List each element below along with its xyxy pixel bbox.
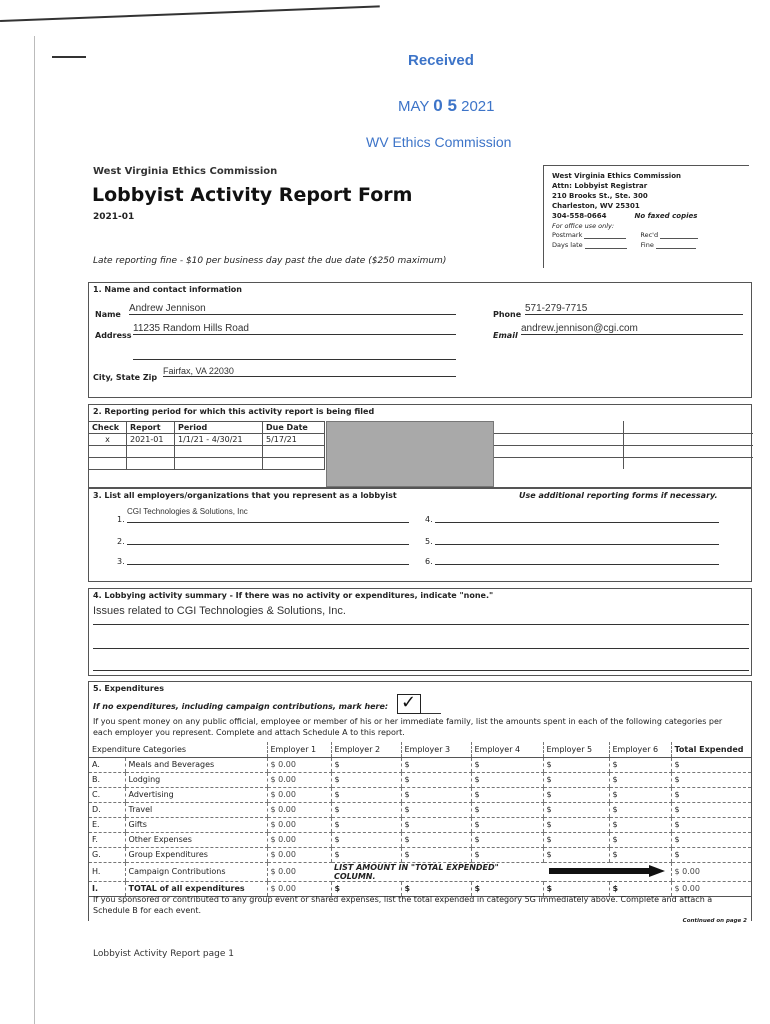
right-cell — [494, 445, 624, 457]
days-late-label: Days late — [552, 241, 583, 249]
right-cell — [494, 421, 624, 433]
row-letter: A. — [89, 757, 125, 772]
row-f — [89, 832, 751, 847]
address-line-4: Charleston, WV 25301 — [552, 202, 640, 210]
recd-blank — [660, 231, 698, 239]
cell-total[interactable]: $ — [671, 757, 751, 772]
cell-employer-4[interactable]: $ — [471, 817, 543, 832]
email-label: Email — [493, 331, 518, 340]
address-phone-row — [552, 212, 749, 220]
city-state-zip-label: City, State Zip — [93, 373, 158, 382]
scan-dash — [52, 56, 86, 58]
section-5-expenditures — [88, 681, 752, 924]
activity-summary-line-2[interactable] — [93, 629, 749, 649]
section-3-employers — [88, 488, 752, 582]
period-cell: 1/1/21 - 4/30/21 — [175, 434, 263, 446]
col-period: Period — [175, 422, 263, 434]
cell-employer-1[interactable]: $ 0.00 — [267, 832, 331, 847]
address-field-line-2[interactable] — [133, 346, 456, 360]
postmark-label: Postmark — [552, 231, 583, 239]
row-letter: C. — [89, 787, 125, 802]
cell-employer-1[interactable]: $ 0.00 — [267, 757, 331, 772]
row-letter: D. — [89, 802, 125, 817]
postmark-blank — [584, 231, 626, 239]
right-cell — [624, 445, 754, 457]
col-report: Report — [127, 422, 175, 434]
cell-total[interactable]: $ — [671, 772, 751, 787]
cell-employer-6[interactable]: $ — [609, 832, 671, 847]
cell-employer-5[interactable]: $ — [543, 832, 609, 847]
row-letter: F. — [89, 832, 125, 847]
group-event-note: If you sponsored or contributed to any group event or shared expenses, list the total expended in category 5G immediately above. Complete and attach a Schedule B for each event. — [93, 895, 713, 915]
stamp-year: 2021 — [461, 98, 495, 115]
report-cell — [127, 446, 175, 458]
cell-employer-2[interactable]: $ — [331, 832, 401, 847]
address-line-1: West Virginia Ethics Commission — [552, 172, 681, 180]
section-2-title: 2. Reporting period for which this activity report is being filed — [93, 407, 375, 416]
header-employer-2: Employer 2 — [331, 742, 401, 757]
cell-employer-2[interactable]: $ — [331, 881, 401, 896]
reporting-period-empty-row-2 — [89, 458, 325, 470]
cell-employer-3[interactable]: $ — [401, 772, 471, 787]
address-line-3: 210 Brooks St., Ste. 300 — [552, 192, 648, 200]
employer-6-number: 6. — [425, 557, 433, 566]
campaign-note: LIST AMOUNT IN "TOTAL EXPENDED" COLUMN. — [331, 862, 543, 881]
col-due-date: Due Date — [263, 422, 325, 434]
employer-3-field[interactable] — [127, 551, 409, 565]
no-fax-note: No faxed copies — [634, 212, 698, 220]
no-expenditures-label: If no expenditures, including campaign contributions, mark here: — [93, 702, 389, 711]
days-late-blank — [585, 241, 627, 249]
expenditure-instructions: If you spent money on any public official, employee or member of his or her immediate family, list the amounts spent in each of the following categories per each employer you represent. Complete and attach Schedule A to this report. — [93, 717, 723, 737]
row-d — [89, 802, 751, 817]
cell-total[interactable]: $ — [671, 832, 751, 847]
cell-employer-2[interactable]: $ — [331, 802, 401, 817]
stamp-date — [398, 96, 494, 116]
stamp-received: Received — [408, 52, 474, 69]
right-cell — [624, 457, 754, 469]
employer-4-number: 4. — [425, 515, 433, 524]
stamp-day: 0 5 — [433, 96, 457, 115]
cell-employer-5[interactable]: $ — [543, 881, 609, 896]
section-1-title: 1. Name and contact information — [93, 285, 242, 294]
cell-employer-2[interactable]: $ — [331, 772, 401, 787]
cell-employer-3[interactable]: $ — [401, 757, 471, 772]
cell-employer-4[interactable]: $ — [471, 757, 543, 772]
cell-employer-4[interactable]: $ — [471, 802, 543, 817]
header-org: West Virginia Ethics Commission — [93, 166, 278, 177]
cell-total[interactable]: $ — [671, 847, 751, 862]
expenditure-header-row — [89, 742, 751, 757]
employer-5-number: 5. — [425, 537, 433, 546]
office-row-2 — [552, 241, 749, 249]
report-cell — [127, 458, 175, 470]
cell-employer-1[interactable]: $ 0.00 — [267, 787, 331, 802]
row-letter: G. — [89, 847, 125, 862]
right-cell — [624, 433, 754, 445]
name-field[interactable]: Andrew Jennison — [129, 303, 456, 315]
row-category: Meals and Beverages — [125, 757, 267, 772]
employer-2-field[interactable] — [127, 531, 409, 545]
office-use-label: For office use only: — [552, 222, 615, 230]
reporting-period-table-right — [494, 421, 753, 469]
cell-employer-2[interactable]: $ — [331, 817, 401, 832]
right-row-2 — [494, 433, 753, 445]
form-code: 2021-01 — [93, 212, 135, 222]
city-state-zip-field[interactable]: Fairfax, VA 22030 — [163, 366, 456, 377]
row-a — [89, 757, 751, 772]
phone-label: Phone — [493, 310, 522, 319]
right-cell — [494, 433, 624, 445]
reporting-period-header-row — [89, 422, 325, 434]
phone-field[interactable]: 571-279-7715 — [525, 303, 743, 315]
right-cell — [624, 421, 754, 433]
cell-employer-4[interactable]: $ — [471, 832, 543, 847]
cell-employer-3[interactable]: $ — [401, 881, 471, 896]
header-total: Total Expended — [671, 742, 751, 757]
row-letter: E. — [89, 817, 125, 832]
address-line-2: Attn: Lobbyist Registrar — [552, 182, 648, 190]
cell-employer-4[interactable]: $ — [471, 881, 543, 896]
cell-employer-1[interactable]: $ 0.00 — [267, 802, 331, 817]
section-4-title: 4. Lobbying activity summary - If there was no activity or expenditures, indicate "none." — [93, 591, 494, 600]
cell-total[interactable]: $ 0.00 — [671, 862, 751, 881]
employer-4-field[interactable] — [435, 509, 719, 523]
cell-employer-6[interactable]: $ — [609, 757, 671, 772]
page-title: Lobbyist Activity Report Form — [92, 184, 413, 206]
employer-6-field[interactable] — [435, 551, 719, 565]
cell-employer-5[interactable]: $ — [543, 817, 609, 832]
cell-employer-3[interactable]: $ — [401, 832, 471, 847]
cell-employer-6[interactable]: $ — [609, 802, 671, 817]
cell-employer-3[interactable]: $ — [401, 787, 471, 802]
header-employer-6: Employer 6 — [609, 742, 671, 757]
row-letter: B. — [89, 772, 125, 787]
row-category: Travel — [125, 802, 267, 817]
cell-employer-1[interactable]: $ 0.00 — [267, 881, 331, 896]
row-category: Group Expenditures — [125, 847, 267, 862]
right-row-1 — [494, 421, 753, 433]
cell-employer-6[interactable]: $ — [609, 847, 671, 862]
cell-total[interactable]: $ — [671, 787, 751, 802]
cell-employer-3[interactable]: $ — [401, 817, 471, 832]
section-5-title: 5. Expenditures — [93, 684, 164, 693]
row-category: TOTAL of all expenditures — [125, 881, 267, 896]
no-exp-underline — [421, 713, 441, 714]
cell-employer-1[interactable]: $ 0.00 — [267, 862, 331, 881]
page-footer: Lobbyist Activity Report page 1 — [93, 949, 234, 959]
due-date-cell — [263, 446, 325, 458]
header-employer-5: Employer 5 — [543, 742, 609, 757]
row-letter: H. — [89, 862, 125, 881]
stamp-commission: WV Ethics Commission — [366, 134, 512, 150]
cell-employer-5[interactable]: $ — [543, 847, 609, 862]
employer-5-field[interactable] — [435, 531, 719, 545]
cell-total[interactable]: $ — [671, 802, 751, 817]
header-employer-3: Employer 3 — [401, 742, 471, 757]
employer-3-number: 3. — [117, 557, 125, 566]
cell-employer-6[interactable]: $ — [609, 881, 671, 896]
name-label: Name — [95, 310, 121, 319]
cell-employer-2[interactable]: $ — [331, 757, 401, 772]
stamp-month: MAY — [398, 98, 430, 115]
fine-blank — [656, 241, 696, 249]
activity-summary-line-3[interactable] — [93, 651, 749, 671]
cell-employer-1[interactable]: $ 0.00 — [267, 772, 331, 787]
right-row-3 — [494, 445, 753, 457]
address-field[interactable]: 11235 Random Hills Road — [133, 323, 456, 335]
row-category: Lodging — [125, 772, 267, 787]
check-mark-icon: ✓ — [401, 692, 417, 713]
expenditure-table — [89, 742, 751, 897]
cell-employer-6[interactable]: $ — [609, 787, 671, 802]
reporting-period-table — [88, 421, 325, 470]
late-fine-note: Late reporting fine - $10 per business day past the due date ($250 maximum) — [93, 256, 447, 266]
due-date-cell — [263, 458, 325, 470]
row-c — [89, 787, 751, 802]
cell-employer-5[interactable]: $ — [543, 772, 609, 787]
cell-employer-4[interactable]: $ — [471, 787, 543, 802]
continued-note: Continued on page 2 — [682, 918, 747, 924]
cell-employer-1[interactable]: $ 0.00 — [267, 817, 331, 832]
no-expenditures-checkbox[interactable] — [397, 694, 421, 714]
fine-label: Fine — [640, 241, 654, 249]
activity-summary-field[interactable]: Issues related to CGI Technologies & Solutions, Inc. — [93, 605, 749, 625]
arrow-right-icon — [549, 865, 665, 877]
period-cell — [175, 458, 263, 470]
cell-total[interactable]: $ — [671, 817, 751, 832]
email-field[interactable]: andrew.jennison@cgi.com — [521, 323, 743, 335]
cell-employer-1[interactable]: $ 0.00 — [267, 847, 331, 862]
cell-employer-6[interactable]: $ — [609, 772, 671, 787]
due-date-cell: 5/17/21 — [263, 434, 325, 446]
cell-employer-6[interactable]: $ — [609, 817, 671, 832]
office-row-1 — [552, 231, 749, 239]
cell-employer-3[interactable]: $ — [401, 847, 471, 862]
header-employer-1: Employer 1 — [267, 742, 331, 757]
section-2-reporting-period — [88, 404, 752, 488]
employer-1-number: 1. — [117, 515, 125, 524]
cell-employer-4[interactable]: $ — [471, 772, 543, 787]
cell-employer-3[interactable]: $ — [401, 802, 471, 817]
reporting-period-row — [89, 434, 325, 446]
cell-employer-5[interactable]: $ — [543, 757, 609, 772]
check-cell[interactable] — [89, 458, 127, 470]
cell-employer-5[interactable]: $ — [543, 787, 609, 802]
header-employer-4: Employer 4 — [471, 742, 543, 757]
period-cell — [175, 446, 263, 458]
redacted-block — [326, 421, 494, 487]
cell-total[interactable]: $ 0.00 — [671, 881, 751, 896]
section-3-title: 3. List all employers/organizations that you represent as a lobbyist — [93, 491, 397, 500]
section-1-contact — [88, 282, 752, 398]
recd-label: Rec'd — [640, 231, 659, 239]
report-cell: 2021-01 — [127, 434, 175, 446]
cell-employer-5[interactable]: $ — [543, 802, 609, 817]
right-row-4 — [494, 457, 753, 469]
section-4-activity-summary — [88, 588, 752, 676]
cell-employer-4[interactable]: $ — [471, 847, 543, 862]
employer-1-field[interactable]: CGI Technologies & Solutions, Inc — [127, 507, 409, 523]
address-label: Address — [95, 331, 132, 340]
cell-employer-2[interactable]: $ — [331, 787, 401, 802]
header-categories: Expenditure Categories — [89, 742, 267, 757]
row-h — [89, 862, 751, 881]
address-box — [543, 165, 749, 268]
address-phone: 304-558-0664 — [552, 212, 607, 220]
row-b — [89, 772, 751, 787]
row-letter: I. — [89, 881, 125, 896]
arrow-cell — [543, 862, 671, 881]
row-category: Other Expenses — [125, 832, 267, 847]
additional-forms-note: Use additional reporting forms if necessary. — [519, 491, 718, 500]
scan-edge-line — [0, 5, 380, 22]
row-category: Campaign Contributions — [125, 862, 267, 881]
row-category: Gifts — [125, 817, 267, 832]
cell-employer-2[interactable]: $ — [331, 847, 401, 862]
row-g — [89, 847, 751, 862]
right-cell — [494, 457, 624, 469]
check-cell[interactable]: x — [89, 434, 127, 446]
col-check: Check — [89, 422, 127, 434]
reporting-period-empty-row-1 — [89, 446, 325, 458]
row-e — [89, 817, 751, 832]
employer-2-number: 2. — [117, 537, 125, 546]
scan-left-edge — [34, 36, 35, 1024]
check-cell[interactable] — [89, 446, 127, 458]
row-category: Advertising — [125, 787, 267, 802]
